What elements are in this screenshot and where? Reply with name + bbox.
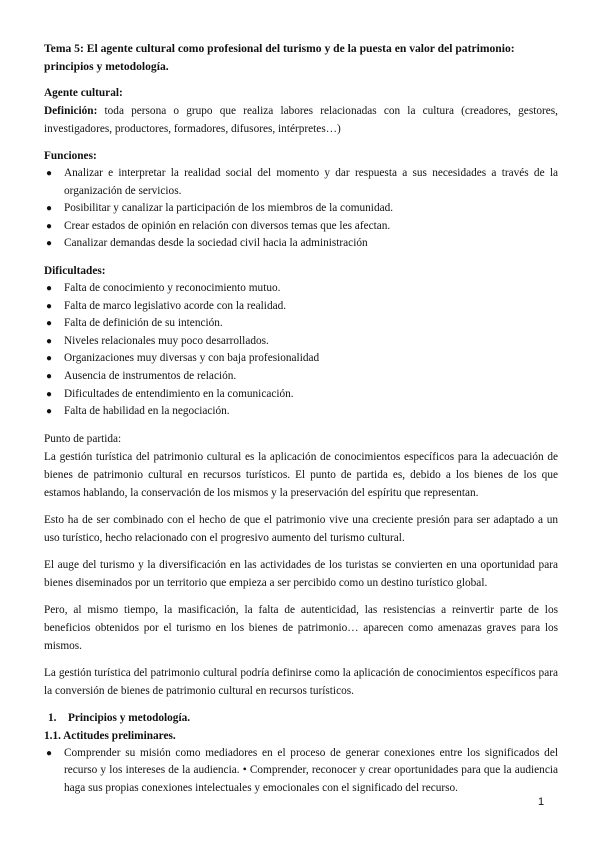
- paragraph: La gestión turística del patrimonio cultural podría definirse como la aplicación de conocimientos específicos para la conversión de bienes de patrimonio cultural en recursos turísticos.: [44, 666, 558, 697]
- list-item: ● Comprender su misión como mediadores en el proceso de generar conexiones entre los significados del recurso y los intereses de la audiencia. • Comprender, reconocer y crear oportunidades para que la audiencia haga sus propias conexiones intelectuales y emocionales con el significado del recurso.: [46, 746, 558, 794]
- dificultades-heading: Dificultades:: [44, 264, 106, 277]
- bullet-icon: ●: [46, 388, 53, 400]
- bullet-icon: ●: [46, 282, 53, 294]
- section-1-title: Principios y metodología.: [68, 711, 191, 724]
- definicion-text: toda persona o grupo que realiza labores relacionadas con la cultura (creadores, gestores, investigadores, productores, formadores, difusores, intérpretes…): [44, 105, 558, 135]
- bullet-icon: ●: [46, 747, 53, 759]
- funciones-list: [44, 165, 558, 253]
- definicion-paragraph: [44, 102, 558, 138]
- section-1-heading: [44, 709, 558, 727]
- dificultades-list: [44, 280, 558, 421]
- bullet-icon: ●: [46, 406, 53, 418]
- agente-heading: Agente cultural:: [44, 87, 123, 99]
- page-title: Tema 5: El agente cultural como profesional del turismo y de la puesta en valor del patrimonio: principios y metodología.: [44, 42, 515, 73]
- list-item: ● Canalizar demandas desde la sociedad civil hacia la administración: [44, 235, 558, 253]
- punto-partida-text: La gestión turística del patrimonio cultural es la aplicación de conocimientos específicos para la adecuación de bienes de patrimonio cultural en recursos turísticos. El punto de partida es, debido a los bienes de los que estamos hablando, la conservación de los mismos y la preservación del espíritu que representan.: [44, 450, 558, 499]
- bullet-icon: ●: [46, 168, 53, 179]
- paragraph: Esto ha de ser combinado con el hecho de que el patrimonio vive una creciente presión para ser adaptado a un uso turístico, hecho relacionado con el progresivo aumento del turismo cultural.: [44, 513, 558, 544]
- document-page: [44, 40, 558, 798]
- bullet-icon: ●: [46, 300, 53, 312]
- bullet-icon: ●: [46, 238, 53, 250]
- section-1-1-heading: 1.1. Actitudes preliminares.: [44, 729, 176, 742]
- list-item: ● Crear estados de opinión en relación con diversos temas que les afectan.: [44, 218, 558, 236]
- list-item: ● Ausencia de instrumentos de relación.: [44, 368, 558, 386]
- bullet-icon: ●: [46, 335, 53, 347]
- paragraph: Pero, al mismo tiempo, la masificación, la falta de autenticidad, las resistencias a reinvertir parte de los beneficios obtenidos por el turismo en los bienes de patrimonio… aparecen como amenazas graves para los mismos.: [44, 603, 558, 652]
- page-number: 1: [538, 796, 545, 808]
- funciones-heading: Funciones:: [44, 150, 97, 162]
- list-item: ● Organizaciones muy diversas y con baja profesionalidad: [44, 350, 558, 368]
- paragraph: El auge del turismo y la diversificación en las actividades de los turistas se convierten en una oportunidad para bienes diseminados por un territorio que empieza a ser percibido como un destino turístico global.: [44, 558, 558, 589]
- bullet-icon: ●: [46, 370, 53, 382]
- bullet-icon: ●: [46, 203, 53, 215]
- definicion-label: Definición:: [44, 105, 98, 117]
- list-item: ● Falta de marco legislativo acorde con la realidad.: [44, 298, 558, 316]
- bullet-icon: ●: [46, 318, 53, 330]
- section-1-number: 1.: [48, 711, 57, 724]
- list-item: ● Falta de conocimiento y reconocimiento mutuo.: [44, 280, 558, 298]
- list-item: ● Niveles relacionales muy poco desarrollados.: [44, 333, 558, 351]
- punto-partida-label: Punto de partida:: [44, 432, 122, 445]
- bullet-icon: ●: [46, 353, 53, 365]
- bullet-icon: ●: [46, 220, 53, 232]
- list-item: ● Falta de habilidad en la negociación.: [44, 403, 558, 421]
- list-item: ● Analizar e interpretar la realidad social del momento y dar respuesta a sus necesidades a través de la organización de servicios.: [46, 167, 558, 197]
- actitudes-list: [44, 745, 558, 798]
- list-item: ● Falta de definición de su intención.: [44, 315, 558, 333]
- list-item: ● Posibilitar y canalizar la participación de los miembros de la comunidad.: [44, 200, 558, 218]
- list-item: ● Dificultades de entendimiento en la comunicación.: [44, 386, 558, 404]
